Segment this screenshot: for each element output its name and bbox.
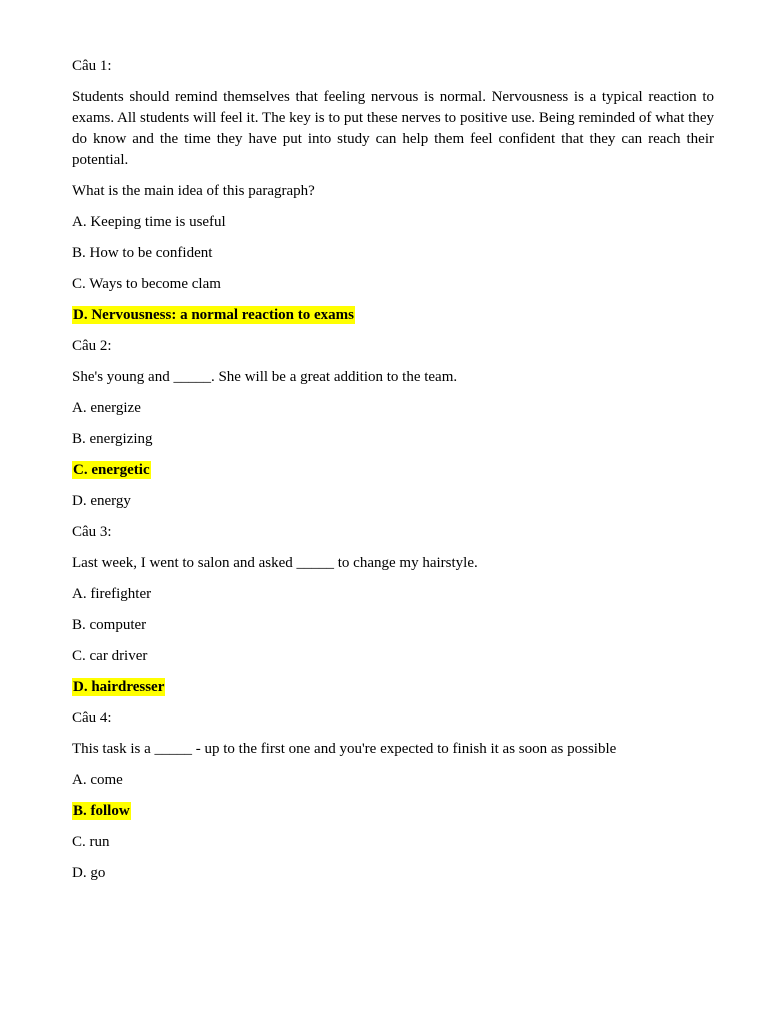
option-a: A. come	[72, 772, 123, 788]
question-label: Câu 2:	[72, 338, 112, 354]
question-label: Câu 3:	[72, 524, 112, 540]
question-2	[72, 336, 714, 512]
option-b: B. How to be confident	[72, 245, 213, 261]
answer-highlight: D. Nervousness: a normal reaction to exams	[73, 307, 354, 323]
option-d: D. energy	[72, 493, 131, 509]
option-c: C. Ways to become clam	[72, 276, 221, 292]
option-c: C. car driver	[72, 648, 148, 664]
document-page	[72, 56, 714, 894]
option-c-correct-answer	[72, 460, 714, 481]
question-label: Câu 1:	[72, 58, 112, 74]
question-text: Last week, I went to salon and asked _____ to change my hairstyle.	[72, 555, 478, 571]
option-a: A. energize	[72, 400, 141, 416]
option-c: C. run	[72, 834, 110, 850]
question-text: This task is a _____ - up to the first one and you're expected to finish it as soon as possible	[72, 741, 617, 757]
option-d-correct-answer	[72, 677, 714, 698]
option-b: B. energizing	[72, 431, 153, 447]
question-3	[72, 522, 714, 698]
option-a: A. firefighter	[72, 586, 152, 602]
option-a: A. Keeping time is useful	[72, 214, 226, 230]
option-d-correct-answer	[72, 305, 714, 326]
answer-highlight: C. energetic	[73, 462, 150, 478]
question-label: Câu 4:	[72, 710, 112, 726]
reading-passage: Students should remind themselves that feeling nervous is normal. Nervousness is a typical reaction to exams. All students will feel it. The key is to put these nerves to positive use. Being reminded of what they do know and the time they have put into study can help them feel confident that they can reach their potential.	[72, 89, 714, 168]
option-b: B. computer	[72, 617, 147, 633]
answer-highlight: B. follow	[73, 803, 130, 819]
question-1	[72, 56, 714, 326]
option-d: D. go	[72, 865, 106, 881]
answer-highlight: D. hairdresser	[73, 679, 165, 695]
question-4	[72, 708, 714, 884]
question-text: She's young and _____. She will be a great addition to the team.	[72, 369, 458, 385]
option-b-correct-answer	[72, 801, 714, 822]
question-text: What is the main idea of this paragraph?	[72, 183, 315, 199]
